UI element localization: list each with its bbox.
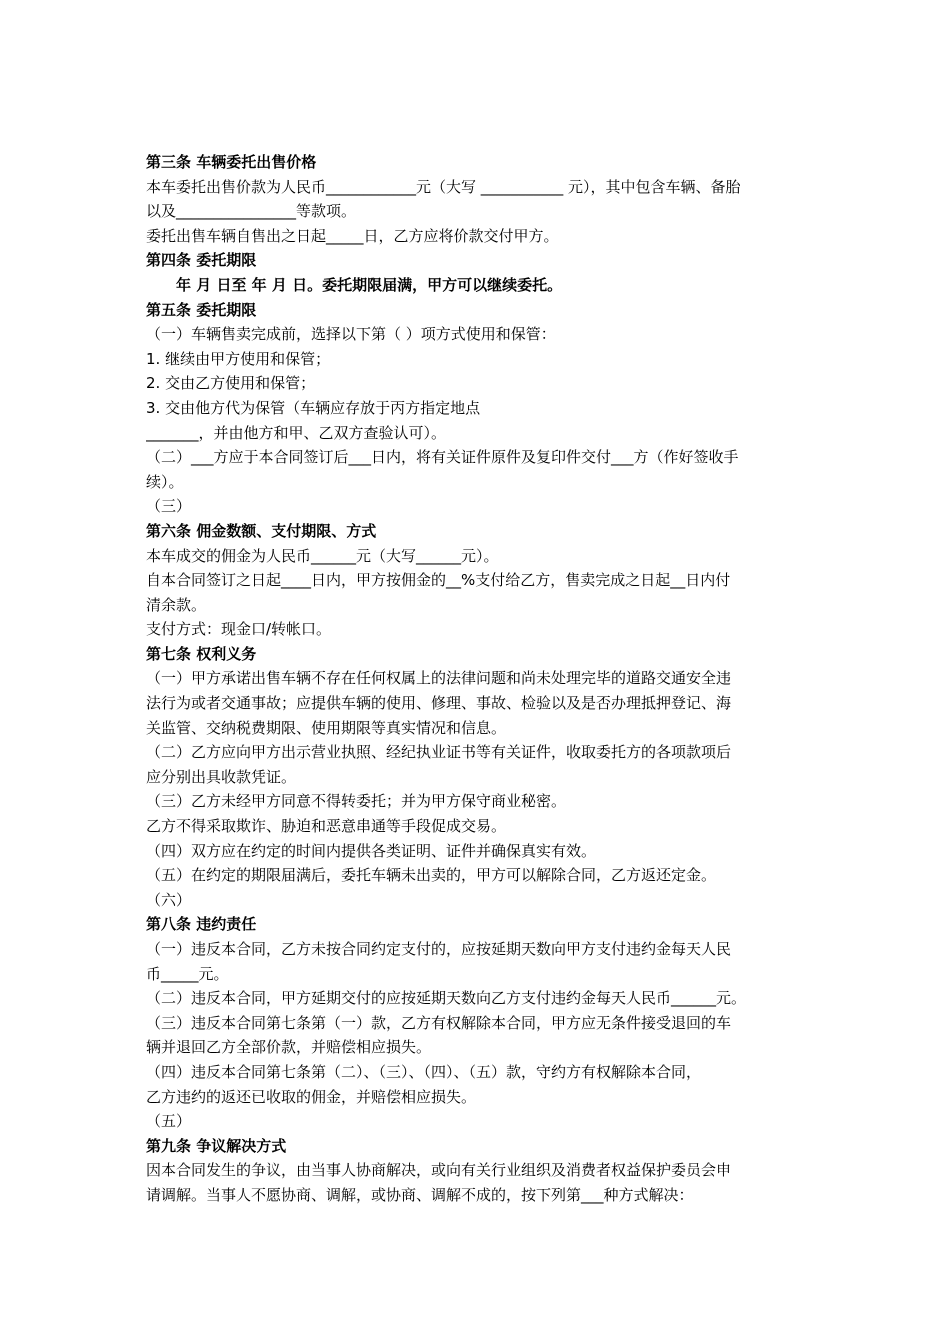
section-heading: 第六条 佣金数额、支付期限、方式 [146, 521, 377, 540]
paragraph-line: _______，并由他方和甲、乙双方查验认可）。 [146, 423, 447, 442]
contract-body [146, 150, 806, 1208]
paragraph-line: 本车成交的佣金为人民币______元（大写______元）。 [146, 546, 499, 565]
section-heading: 年 月 日至 年 月 日。委托期限届满，甲方可以继续委托。 [176, 275, 563, 294]
section-heading: 第三条 车辆委托出售价格 [146, 153, 317, 171]
paragraph-line: 3. 交由他方代为保管（车辆应存放于丙方指定地点 [146, 398, 481, 417]
paragraph-line: （五）在约定的期限届满后，委托车辆未出卖的，甲方可以解除合同，乙方返还定金。 [146, 866, 717, 885]
paragraph-line: （六） [146, 890, 192, 909]
section-heading: 第五条 委托期限 [146, 300, 257, 319]
paragraph-line: （四）违反本合同第七条第（二）、（三）、（四）、（五）款，守约方有权解除本合同， [146, 1062, 702, 1081]
section-heading: 第九条 争议解决方式 [146, 1136, 287, 1155]
paragraph-line: 以及________________等款项。 [146, 202, 357, 221]
paragraph-line: （一）甲方承诺出售车辆不存在任何权属上的法律问题和尚未处理完毕的道路交通安全违 [146, 669, 732, 688]
paragraph-line: 关监管、交纳税费期限、使用期限等真实情况和信息。 [146, 718, 507, 737]
paragraph-line: 2. 交由乙方使用和保管； [146, 374, 316, 393]
section-heading: 第八条 违约责任 [146, 915, 257, 934]
paragraph-line: （二）违反本合同，甲方延期交付的应按延期天数向乙方支付违约金每天人民币______元。 [146, 989, 747, 1008]
paragraph-line: 乙方违约的返还已收取的佣金，并赔偿相应损失。 [146, 1087, 477, 1106]
paragraph-line: 自本合同签订之日起____日内，甲方按佣金的__%支付给乙方，售卖完成之日起__日内付 [146, 571, 731, 590]
paragraph-line: （二）___方应于本合同签订后___日内，将有关证件原件及复印件交付___方（作好签收手 [146, 448, 739, 467]
paragraph-line: （一）违反本合同，乙方未按合同约定支付的，应按延期天数向甲方支付违约金每天人民 [146, 940, 732, 958]
section-heading: 第四条 委托期限 [146, 251, 257, 270]
paragraph-line: （三）乙方未经甲方同意不得转委托；并为甲方保守商业秘密。 [146, 792, 567, 811]
paragraph-line: 乙方不得采取欺诈、胁迫和恶意串通等手段促成交易。 [146, 817, 507, 836]
paragraph-line: 辆并退回乙方全部价款，并赔偿相应损失。 [146, 1038, 432, 1057]
paragraph-line: 委托出售车辆自售出之日起_____日，乙方应将价款交付甲方。 [146, 226, 559, 245]
paragraph-line: 清余款。 [146, 595, 207, 614]
paragraph-line: 本车委托出售价款为人民币____________元（大写 ___________ 元），其中包含车辆、备胎 [146, 177, 741, 196]
paragraph-line: 请调解。当事人不愿协商、调解，或协商、调解不成的，按下列第___种方式解决： [146, 1185, 694, 1204]
paragraph-line: （四）双方应在约定的时间内提供各类证明、证件并确保真实有效。 [146, 841, 597, 860]
paragraph-line: 续）。 [146, 472, 184, 491]
paragraph-line: 应分别出具收款凭证。 [146, 767, 297, 786]
paragraph-line: （二）乙方应向甲方出示营业执照、经纪执业证书等有关证件，收取委托方的各项款项后 [146, 743, 732, 762]
section-heading: 第七条 权利义务 [146, 644, 257, 663]
paragraph-line: （三） [146, 497, 192, 516]
paragraph-line: 币_____元。 [146, 964, 229, 983]
paragraph-line: （一）车辆售卖完成前，选择以下第（ ）项方式使用和保管： [146, 325, 556, 344]
paragraph-line: （五） [146, 1112, 192, 1131]
paragraph-line: 支付方式：现金口/转帐口。 [146, 620, 332, 639]
paragraph-line: 1. 继续由甲方使用和保管； [146, 349, 331, 368]
paragraph-line: 法行为或者交通事故；应提供车辆的使用、修理、事故、检验以及是否办理抵押登记、海 [146, 694, 732, 713]
paragraph-line: 因本合同发生的争议，由当事人协商解决，或向有关行业组织及消费者权益保护委员会申 [146, 1161, 732, 1180]
paragraph-line: （三）违反本合同第七条第（一）款，乙方有权解除本合同，甲方应无条件接受退回的车 [146, 1013, 732, 1032]
